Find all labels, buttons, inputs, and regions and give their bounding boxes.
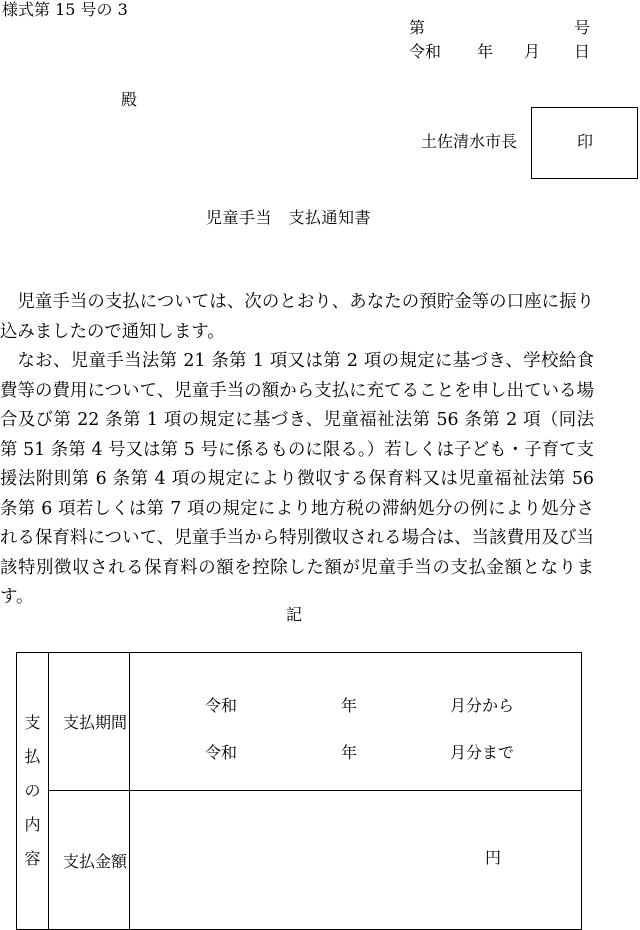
- payment-period-label: 支払期間: [49, 653, 130, 791]
- payment-contents-side-label: [17, 653, 49, 930]
- period-to-year-label: 年: [341, 743, 358, 762]
- document-number-label: 第: [409, 18, 426, 37]
- payment-period-value[interactable]: [130, 653, 582, 791]
- addressee-honorific: 殿: [121, 90, 138, 109]
- period-from-year-label: 年: [341, 696, 358, 715]
- period-from-line: [130, 698, 581, 714]
- side-label-char: の: [24, 781, 41, 800]
- payment-amount-row: [17, 791, 582, 930]
- date-era: 令和: [409, 42, 442, 61]
- date-year-label: 年: [477, 42, 494, 61]
- side-label-char: 払: [24, 747, 41, 766]
- document-number-suffix: 号: [574, 18, 591, 37]
- period-from-era: 令和: [205, 696, 238, 715]
- payment-details-table-wrap: [16, 652, 582, 929]
- payment-amount-label: 支払金額: [49, 791, 130, 930]
- payment-period-row: [17, 653, 582, 791]
- date-month-label: 月: [524, 42, 541, 61]
- period-to-era: 令和: [205, 743, 238, 762]
- side-label-char: 内: [24, 815, 41, 834]
- period-to-suffix: 月分まで: [450, 743, 515, 762]
- ki-heading: 記: [286, 605, 303, 624]
- sender-name: 土佐清水市長: [421, 132, 518, 151]
- amount-unit: 円: [485, 848, 502, 867]
- seal-box: [531, 107, 638, 179]
- payment-amount-value[interactable]: [130, 791, 582, 930]
- body-paragraph-1: 児童手当の支払については、次のとおり、あなたの預貯金等の口座に振り込みましたので通知します。: [0, 292, 594, 342]
- form-number: 様式第 15 号の 3: [2, 0, 128, 19]
- document-title: 児童手当 支払通知書: [206, 208, 372, 227]
- period-to-line: [130, 745, 581, 761]
- body-paragraph-2: なお、児童手当法第 21 条第 1 項又は第 2 項の規定に基づき、学校給食費等の費用について、児童手当の額から支払に充てることを申し出ている場合及び第 22 条第 1 項の規定に基づき、児童福祉法第 56 条第 2 項（同法第 51 条第 4 号又は第 5 号に係るものに限る。）若しくは子ども・子育て支援法附則第 6 条第 4 項の規定により徴収する保育料又は児童福祉法第 56 条第 6 項若しくは第 7 項の規定により地方税の滞納処分の例により処分される保育料について、児童手当から特別徴収される場合は、当該費用及び当該特別徴収される保育料の額を控除した額が児童手当の支払金額となります。: [0, 351, 594, 607]
- seal-label: 印: [577, 132, 594, 151]
- payment-details-table: [16, 652, 582, 930]
- notice-body: [0, 288, 594, 613]
- date-day-label: 日: [574, 42, 591, 61]
- period-from-suffix: 月分から: [450, 696, 515, 715]
- side-label-char: 容: [24, 849, 41, 868]
- side-label-char: 支: [24, 713, 41, 732]
